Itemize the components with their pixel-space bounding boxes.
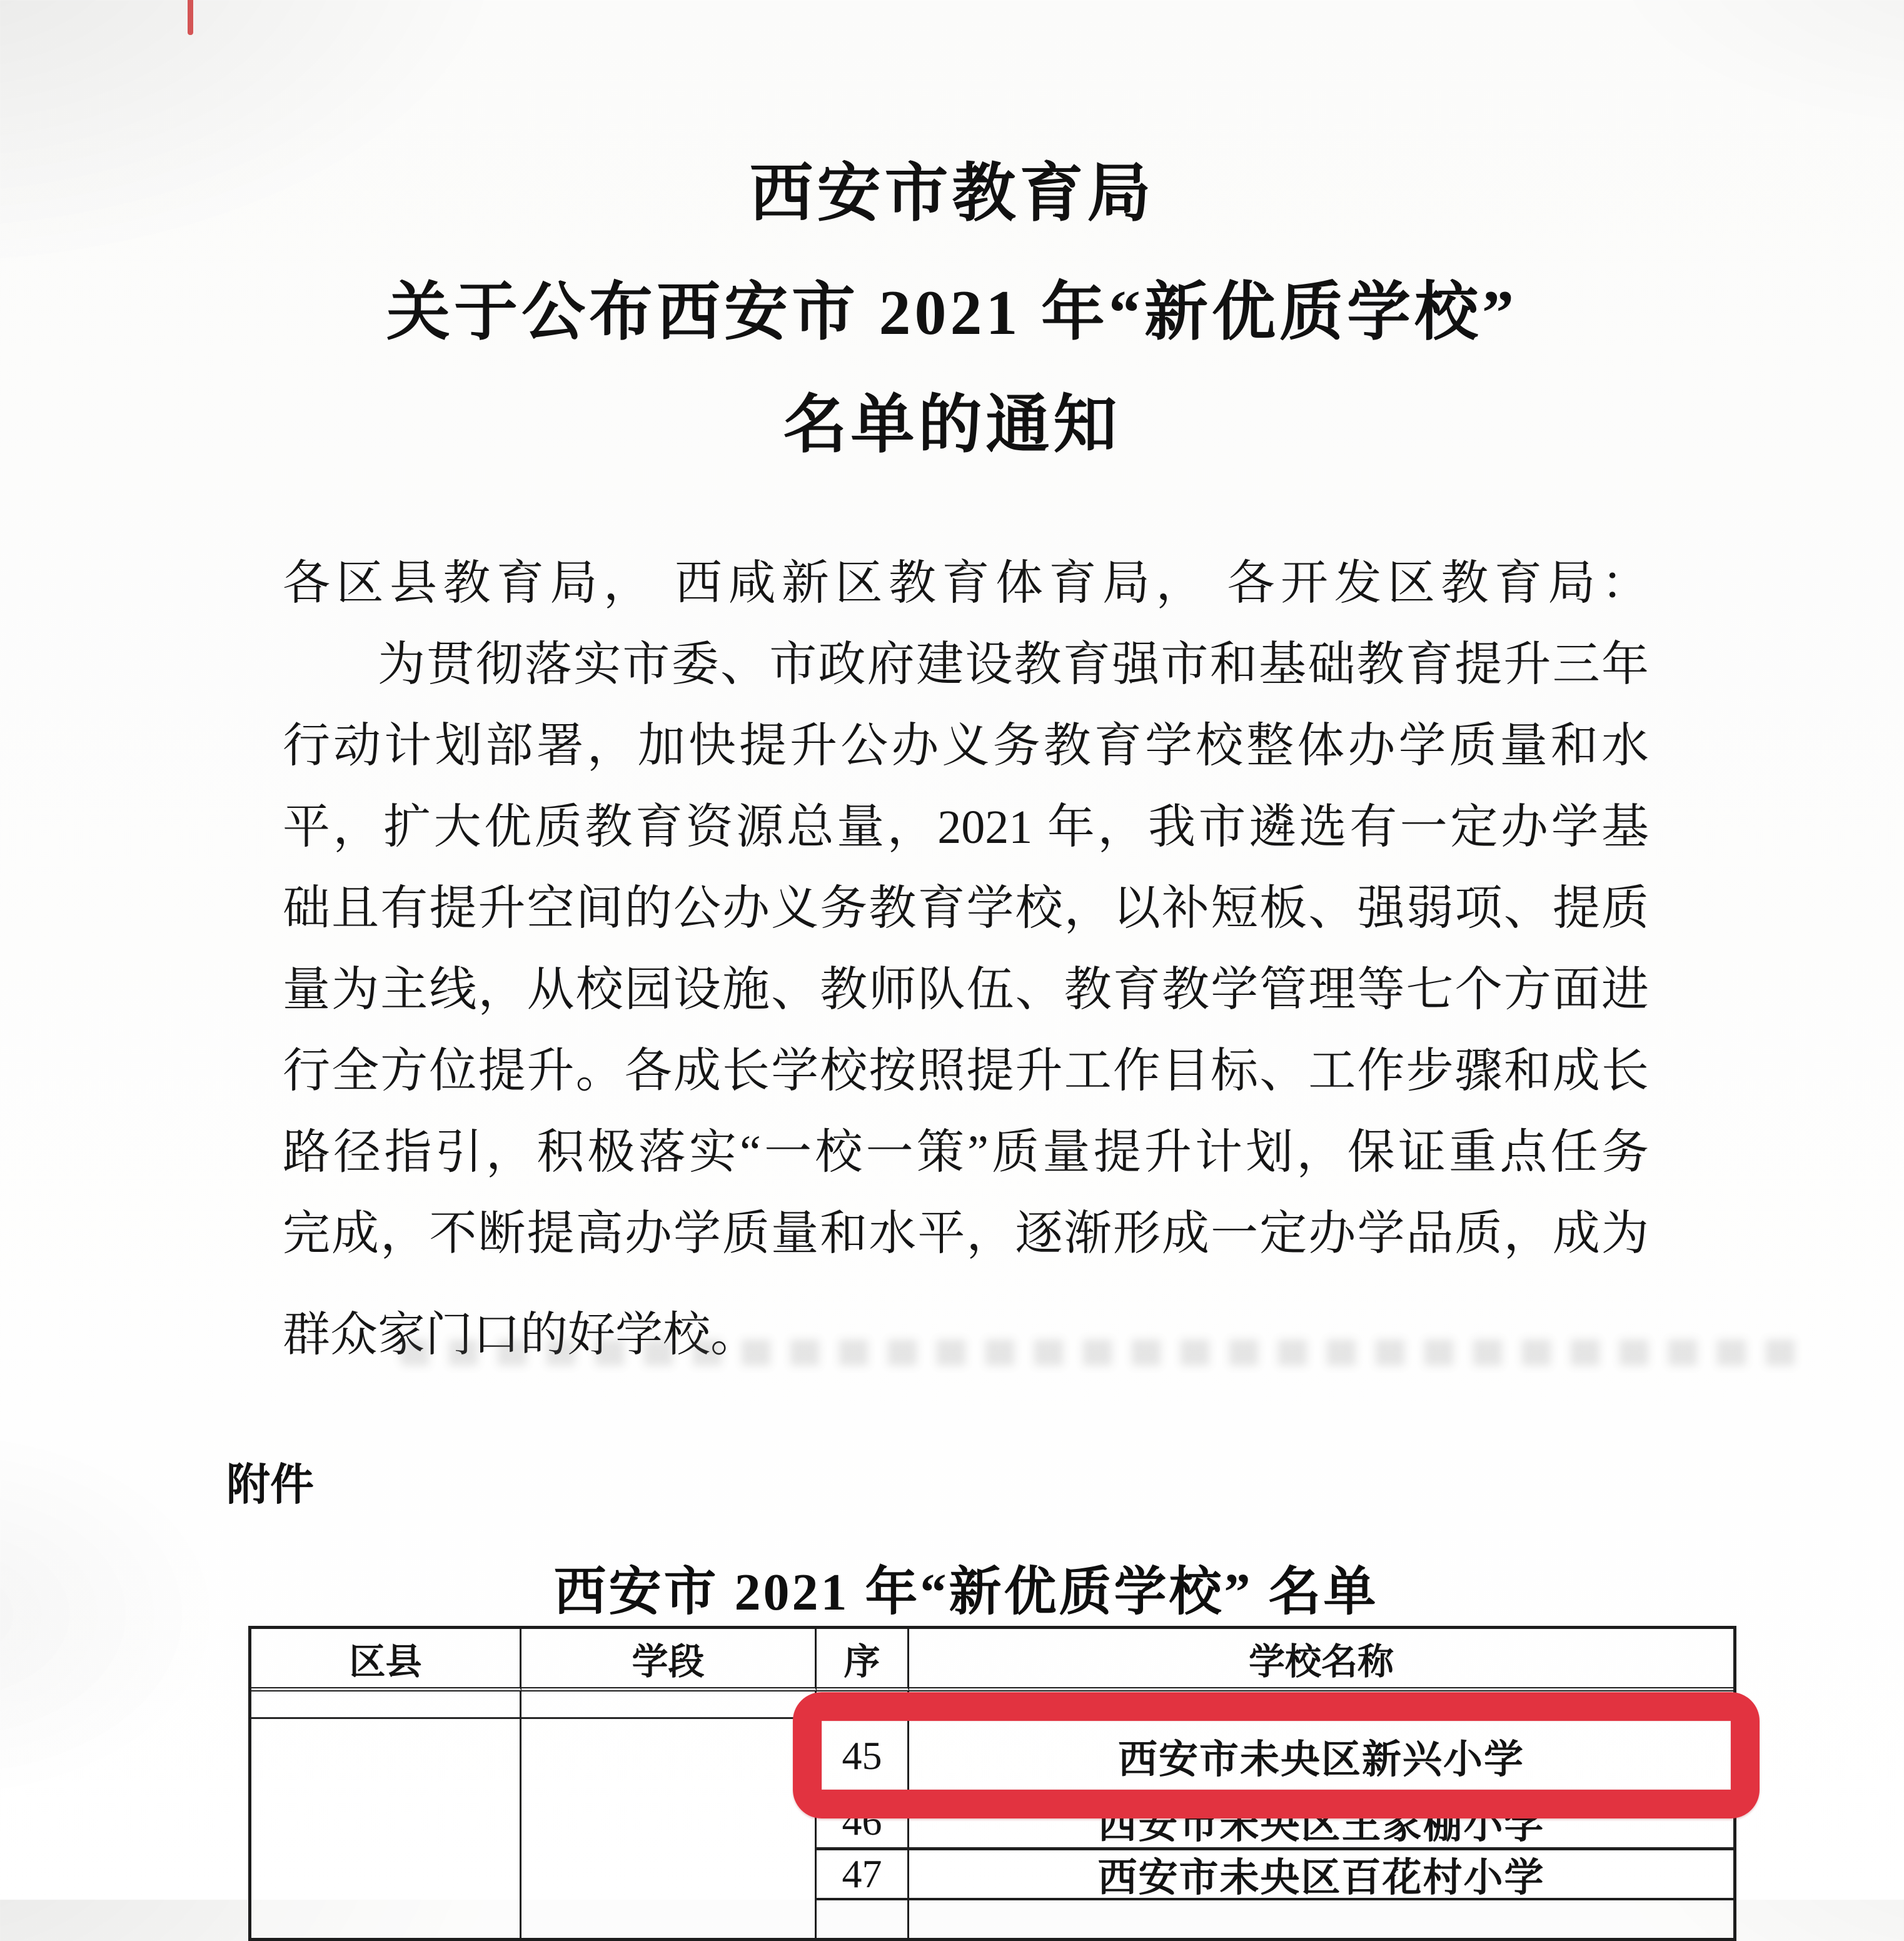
- table-title: 西安市 2021 年“新优质学校” 名单: [553, 1563, 1379, 1621]
- table-row-school: 西安市未央区王家棚小学: [909, 1795, 1733, 1850]
- district-merged-cell: [251, 1719, 521, 1938]
- doc-title-line-3: 名单的通知: [783, 390, 1121, 461]
- table-row-school: 西安市未央区百花村小学: [909, 1850, 1733, 1900]
- table-header-school-name: 学校名称: [909, 1629, 1733, 1691]
- body-line: 完成，不断提高办学质量和水平，逐渐形成一定办学品质，成为: [283, 1207, 1649, 1260]
- bleed-through-artifact: [400, 1339, 1807, 1366]
- doc-title-line-2: 关于公布西安市 2021 年“新优质学校”: [386, 278, 1518, 348]
- body-line: 平，扩大优质教育资源总量，2021 年，我市遴选有一定办学基: [283, 801, 1649, 854]
- sliver-cell: [817, 1900, 909, 1938]
- body-line: 为贯彻落实市委、市政府建设教育强市和基础教育提升三年: [378, 638, 1649, 691]
- body-line: 行全方位提升。各成长学校按照提升工作目标、工作步骤和成长: [283, 1045, 1649, 1097]
- doc-title-line-1: 西安市教育局: [749, 159, 1155, 229]
- table-header-stage: 学段: [521, 1629, 817, 1691]
- body-line: 路径指引，积极落实“一校一策”质量提升计划，保证重点任务: [283, 1126, 1649, 1179]
- stage-merged-cell: [521, 1719, 817, 1938]
- body-line: 础且有提升空间的公办义务教育学校，以补短板、强弱项、提质: [283, 882, 1649, 935]
- spacer-cell: [521, 1691, 817, 1719]
- table-row-seq: 45: [817, 1719, 909, 1795]
- salutation-line: 各区县教育局， 西咸新区教育体育局， 各开发区教育局：: [283, 557, 1649, 610]
- table-row-seq: 46: [817, 1795, 909, 1850]
- closing-line: 群众家门口的好学校。: [283, 1309, 758, 1361]
- table-row-school: 西安市未央区新兴小学: [909, 1719, 1733, 1795]
- sliver-cell: [909, 1900, 1733, 1938]
- body-line: 量为主线，从校园设施、教师队伍、教育教学管理等七个方面进: [283, 964, 1649, 1016]
- table-header-district: 区县: [251, 1629, 521, 1691]
- highlight-box-row-45: [793, 1692, 1760, 1818]
- attachment-label: 附件: [226, 1461, 314, 1510]
- table-header-seq: 序: [817, 1629, 909, 1691]
- notice-body: [283, 543, 1649, 1376]
- table-row-seq: 47: [817, 1850, 909, 1900]
- body-line: 行动计划部署，加快提升公办义务教育学校整体办学质量和水: [283, 720, 1649, 772]
- red-mark-artifact: [188, 0, 193, 35]
- spacer-cell: [251, 1691, 521, 1719]
